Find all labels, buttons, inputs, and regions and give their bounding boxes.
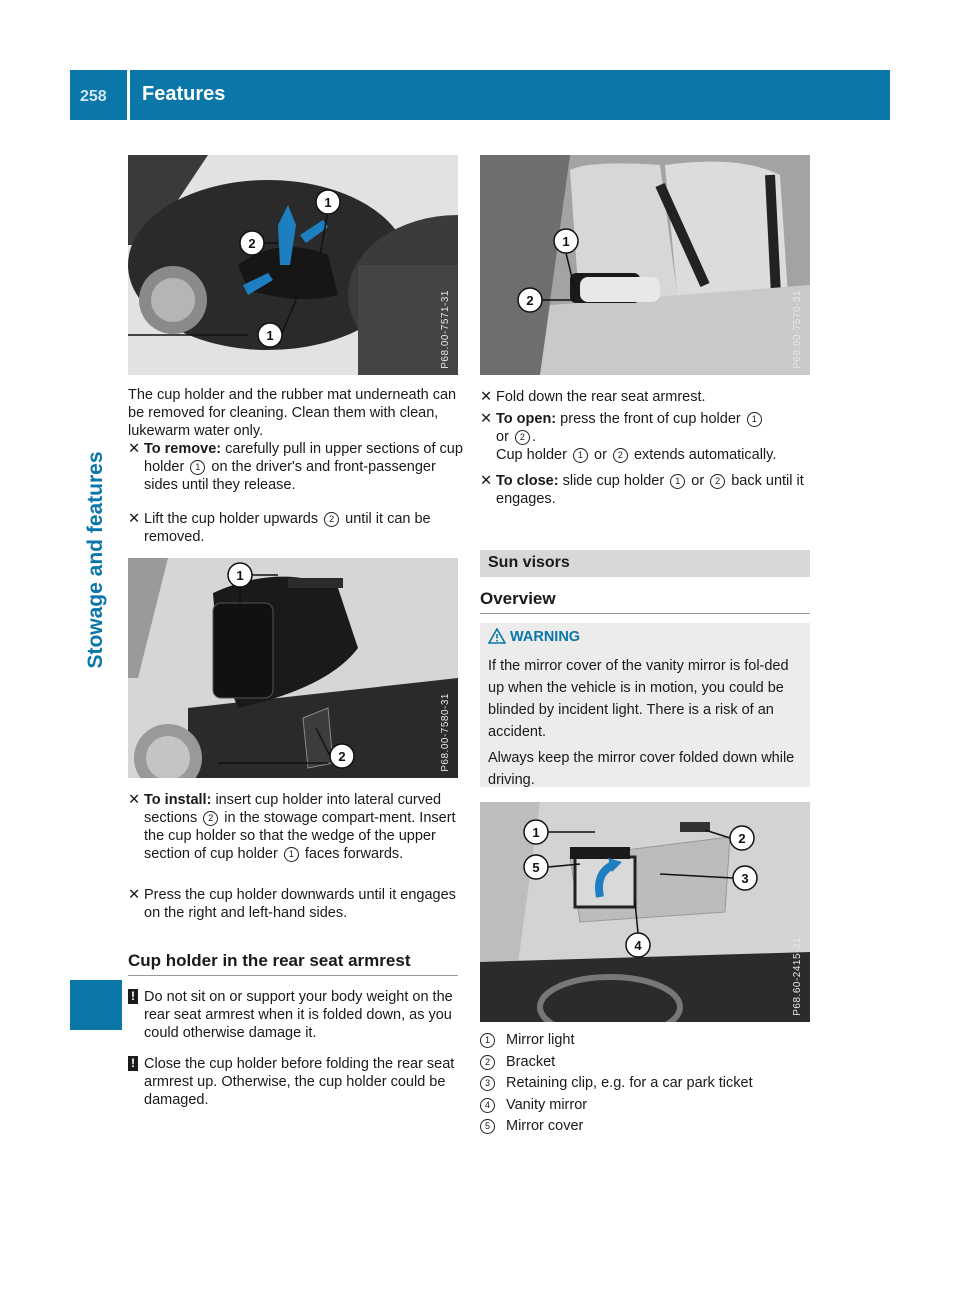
notice-icon: ! xyxy=(128,1056,138,1071)
step-install: ✕ To install: insert cup holder into lateral curved sections 2 in the stowage compart-ment. Insert the cup holder so that the wedge of the upper section of cup holder 1 faces forwards. xyxy=(128,792,456,862)
step-arrow-icon: ✕ xyxy=(128,792,141,808)
callout-4-icon: 4 xyxy=(480,1098,495,1113)
callout-1-icon: 1 xyxy=(480,1033,495,1048)
step-press: ✕ Press the cup holder downwards until it engages on the right and left-hand sides. xyxy=(128,887,456,921)
svg-text:2: 2 xyxy=(248,236,256,251)
warning-text xyxy=(488,655,804,791)
notice-close-holder: ! Close the cup holder before folding the rear seat armrest up. Otherwise, the cup holder could be damaged. xyxy=(128,1055,464,1109)
warning-title: WARNING xyxy=(510,629,581,645)
figure-code: P68.00-7571-31 xyxy=(440,290,451,369)
callout-2-icon: 2 xyxy=(515,430,530,445)
svg-text:1: 1 xyxy=(562,234,570,249)
svg-text:5: 5 xyxy=(532,860,540,875)
legend-item: 3 Retaining clip, e.g. for a car park ticket xyxy=(480,1073,753,1095)
figure-rear-armrest-drawing xyxy=(480,155,810,375)
step-arrow-icon: ✕ xyxy=(480,389,493,405)
svg-text:1: 1 xyxy=(324,195,332,210)
legend-item: 5 Mirror cover xyxy=(480,1116,753,1138)
side-chapter-label: Stowage and features xyxy=(84,451,107,669)
step-arrow-icon: ✕ xyxy=(480,411,493,427)
step-close: ✕ To close: slide cup holder 1 or 2 back until it engages. xyxy=(480,473,804,507)
svg-text:2: 2 xyxy=(738,831,746,846)
figure-cup-holder-install-drawing xyxy=(128,558,458,778)
figure-cup-holder-remove xyxy=(128,155,458,375)
side-chapter-tab xyxy=(70,140,122,980)
legend-item: 1 Mirror light xyxy=(480,1030,753,1052)
callout-2-icon: 2 xyxy=(613,448,628,463)
notice-icon: ! xyxy=(128,989,138,1004)
callout-1-icon: 1 xyxy=(190,460,205,475)
callout-2-icon: 2 xyxy=(324,512,339,527)
warning-paragraph: If the mirror cover of the vanity mirror is fol-ded up when the vehicle is in motion, you could be blinded by incident light. There is a risk of an accident. xyxy=(488,658,789,740)
callout-2-icon: 2 xyxy=(480,1055,495,1070)
page-header xyxy=(70,70,890,120)
callout-1-icon: 1 xyxy=(573,448,588,463)
svg-text:3: 3 xyxy=(741,871,749,886)
callout-1-icon: 1 xyxy=(670,474,685,489)
step-fold: ✕ Fold down the rear seat armrest. xyxy=(480,389,706,405)
warning-triangle-icon xyxy=(488,628,506,644)
svg-text:4: 4 xyxy=(634,938,642,953)
step-remove: ✕ To remove: carefully pull in upper sections of cup holder 1 on the driver's and front-passenger sides until they release. xyxy=(128,441,463,493)
notice-armrest-weight: ! Do not sit on or support your body weight on the rear seat armrest when it is folded down, as you could otherwise damage it. xyxy=(128,988,464,1042)
warning-paragraph: Always keep the mirror cover folded down while driving. xyxy=(488,750,795,788)
callout-3-icon: 3 xyxy=(480,1076,495,1091)
page-title: Features xyxy=(142,83,226,105)
step-arrow-icon: ✕ xyxy=(480,473,493,489)
figure-rear-armrest xyxy=(480,155,810,375)
svg-text:1: 1 xyxy=(266,328,274,343)
callout-2-icon: 2 xyxy=(203,811,218,826)
legend-item: 2 Bracket xyxy=(480,1052,753,1074)
svg-text:2: 2 xyxy=(526,293,534,308)
side-tab-block xyxy=(70,980,122,1030)
section-rule xyxy=(128,975,458,976)
callout-1-icon: 1 xyxy=(747,412,762,427)
step-arrow-icon: ✕ xyxy=(128,511,141,527)
svg-text:1: 1 xyxy=(532,825,540,840)
figure-cup-holder-remove-drawing xyxy=(128,155,458,375)
figure-legend xyxy=(480,1030,753,1138)
figure-sun-visor xyxy=(480,802,810,1022)
section-title-rear-armrest: Cup holder in the rear seat armrest xyxy=(128,951,411,970)
header-divider xyxy=(127,70,130,120)
figure-code: P68.00-7570-31 xyxy=(792,290,803,369)
svg-text:1: 1 xyxy=(236,568,244,583)
warning-box xyxy=(480,623,810,787)
figure-code: P68.60-2415-31 xyxy=(792,937,803,1016)
figure-cup-holder-install xyxy=(128,558,458,778)
step-lift: ✕ Lift the cup holder upwards 2 until it can be removed. xyxy=(128,511,431,545)
section-title-sun-visors: Sun visors xyxy=(488,554,570,571)
section-bar-sun-visors xyxy=(480,550,810,577)
callout-1-icon: 1 xyxy=(284,847,299,862)
intro-paragraph: The cup holder and the rubber mat underneath can be removed for cleaning. Clean them with clean, lukewarm water only. xyxy=(128,387,457,439)
step-open: ✕ To open: press the front of cup holder 1 or 2 . Cup holder 1 or 2 extends automatically. xyxy=(480,411,777,463)
legend-item: 4 Vanity mirror xyxy=(480,1095,753,1117)
figure-code: P68.00-7580-31 xyxy=(440,693,451,772)
step-arrow-icon: ✕ xyxy=(128,887,141,903)
figure-sun-visor-drawing xyxy=(480,802,810,1022)
callout-5-icon: 5 xyxy=(480,1119,495,1134)
callout-2-icon: 2 xyxy=(710,474,725,489)
page-number: 258 xyxy=(80,88,107,105)
subsection-title-overview: Overview xyxy=(480,589,556,608)
section-rule xyxy=(480,613,810,614)
step-arrow-icon: ✕ xyxy=(128,441,141,457)
svg-text:2: 2 xyxy=(338,749,346,764)
